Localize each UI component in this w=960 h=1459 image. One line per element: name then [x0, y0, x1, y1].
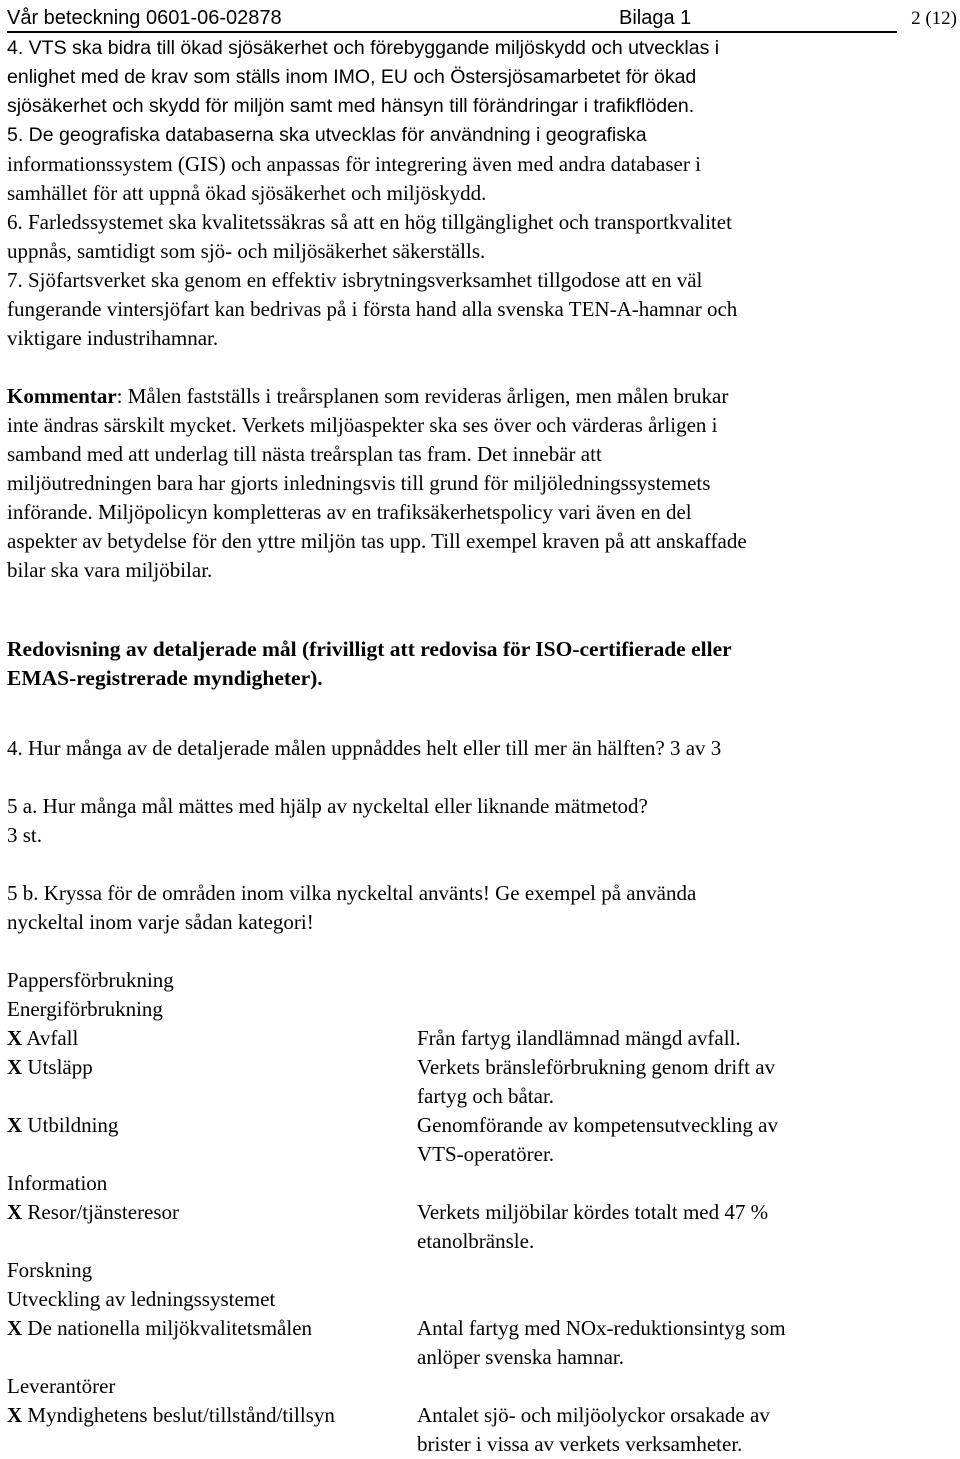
comment-line: inte ändras särskilt mycket. Verkets miljöaspekter ska ses över och värderas årligen i	[7, 413, 718, 437]
goal-4-line: enlighet med de krav som ställs inom IMO, EU och Östersjösamarbetet för ökad	[7, 66, 697, 88]
category-row	[7, 1256, 947, 1285]
category-mark: X	[7, 1403, 23, 1427]
category-label: X Myndighetens beslut/tillstånd/tillsyn	[7, 1403, 335, 1427]
category-mark: X	[7, 1316, 23, 1340]
question-5b-text: nyckeltal inom varje sådan kategori!	[7, 910, 314, 934]
comment-first-line	[7, 382, 927, 411]
comment-first-line-text: : Målen fastställs i treårsplanen som revideras årligen, men målen brukar	[116, 384, 729, 408]
goal-7-line: viktigare industrihamnar.	[7, 326, 219, 350]
comment-line: samband med att underlag till nästa treårsplan tas fram. Det innebär att	[7, 442, 602, 466]
goal-5-continued	[7, 150, 927, 353]
question-4-text: 4. Hur många av de detaljerade målen uppnåddes helt eller till mer än hälften? 3 av 3	[7, 736, 722, 760]
category-example: Genomförande av kompetensutveckling av VTS-operatörer.	[417, 1113, 778, 1166]
category-label: Leverantörer	[7, 1374, 116, 1398]
category-label: X Utsläpp	[7, 1055, 93, 1079]
question-5b	[7, 879, 927, 937]
category-row	[7, 995, 947, 1024]
goal-4-line: 4. VTS ska bidra till ökad sjösäkerhet och förebyggande miljöskydd och utvecklas i	[7, 37, 720, 59]
goal-4-line: sjösäkerhet och skydd för miljön samt med hänsyn till förändringar i trafikflöden.	[7, 95, 695, 117]
category-row	[7, 966, 947, 995]
goal-5-line: samhället för att uppnå ökad sjösäkerhet och miljöskydd.	[7, 181, 487, 205]
category-example: Antal fartyg med NOx-reduktionsintyg som anlöper svenska hamnar.	[417, 1316, 786, 1369]
category-example: Verkets bränsleförbrukning genom drift av fartyg och båtar.	[417, 1055, 776, 1108]
goal-7-line: 7. Sjöfartsverket ska genom en effektiv isbrytningsverksamhet tillgodose att en väl	[7, 268, 703, 292]
category-row	[7, 1285, 947, 1314]
goal-5-line: informationssystem (GIS) och anpassas för integrering även med andra databaser i	[7, 152, 701, 176]
page-header	[7, 0, 957, 34]
category-mark: X	[7, 1026, 23, 1050]
question-4	[7, 734, 927, 763]
page-number: 2 (12)	[911, 8, 957, 29]
category-label: X Avfall	[7, 1026, 79, 1050]
comment-paragraph	[7, 382, 927, 585]
question-5a-answer: 3 st.	[7, 823, 43, 847]
goal-5-line: 5. De geografiska databaserna ska utvecklas för användning i geografiska	[7, 124, 647, 146]
category-label: Forskning	[7, 1258, 93, 1282]
category-label: Energiförbrukning	[7, 997, 163, 1021]
comment-label: Kommentar	[7, 384, 117, 408]
goal-6-line: uppnås, samtidigt som sjö- och miljösäkerhet säkerställs.	[7, 239, 486, 263]
category-mark: X	[7, 1200, 23, 1224]
category-mark: X	[7, 1113, 23, 1137]
goal-6-line: 6. Farledssystemet ska kvalitetssäkras så att en hög tillgänglighet och transportkvalitet	[7, 210, 732, 234]
comment-line: införande. Miljöpolicyn kompletteras av en trafiksäkerhetspolicy vari även en del	[7, 500, 692, 524]
category-example: Från fartyg ilandlämnad mängd avfall.	[417, 1026, 741, 1050]
category-label: X Utbildning	[7, 1113, 119, 1137]
category-example: Verkets miljöbilar kördes totalt med 47 % etanolbränsle.	[417, 1200, 769, 1253]
question-5a-text: 5 a. Hur många mål mättes med hjälp av nyckeltal eller liknande mätmetod?	[7, 794, 648, 818]
question-5a	[7, 792, 927, 850]
document-reference: Vår beteckning 0601-06-02878	[7, 7, 282, 29]
category-row	[7, 1169, 947, 1198]
section-heading-line: Redovisning av detaljerade mål (frivilligt att redovisa för ISO-certifierade eller	[7, 637, 732, 661]
comment-line: miljöutredningen bara har gjorts inledningsvis till grund för miljöledningssystemets	[7, 471, 711, 495]
header-rule	[7, 31, 897, 33]
category-label: Pappersförbrukning	[7, 968, 174, 992]
question-5b-text: 5 b. Kryssa för de områden inom vilka nyckeltal använts! Ge exempel på använda	[7, 881, 697, 905]
section-heading-line: EMAS-registrerade myndigheter).	[7, 666, 323, 690]
category-label: X De nationella miljökvalitetsmålen	[7, 1316, 313, 1340]
category-label: X Resor/tjänsteresor	[7, 1200, 180, 1224]
section-heading	[7, 635, 927, 693]
category-row	[7, 1372, 947, 1401]
goals-list	[7, 34, 907, 150]
goal-7-line: fungerande vintersjöfart kan bedrivas på i första hand alla svenska TEN-A-hamnar och	[7, 297, 738, 321]
attachment-label: Bilaga 1	[619, 7, 692, 29]
category-example: Antalet sjö- och miljöolyckor orsakade av brister i vissa av verkets verksamheter.	[417, 1403, 770, 1456]
category-label: Utveckling av ledningssystemet	[7, 1287, 276, 1311]
comment-line: aspekter av betydelse för den yttre miljön tas upp. Till exempel kraven på att anskaffade	[7, 529, 747, 553]
comment-line: bilar ska vara miljöbilar.	[7, 558, 213, 582]
category-mark: X	[7, 1055, 23, 1079]
category-label: Information	[7, 1171, 108, 1195]
